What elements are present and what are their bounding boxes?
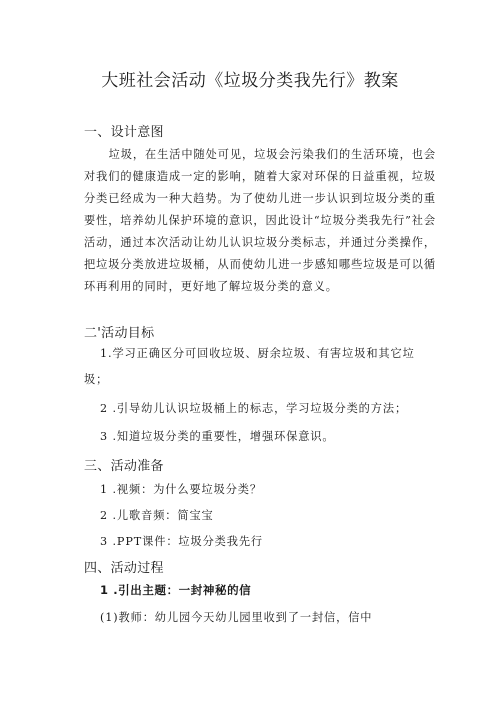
section-heading-preparation: 三、活动准备	[84, 459, 164, 474]
section-heading-process: 四、活动过程	[84, 561, 164, 576]
objective-item-1: 1.学习正确区分可回收垃圾、厨余垃圾、有害垃圾和其它垃圾；	[84, 347, 415, 386]
section-heading-objectives: 二'活动目标	[84, 326, 155, 341]
process-item-1: (1)教师：幼儿园今天幼儿园里收到了一封信，信中	[100, 611, 373, 624]
preparation-item-2: 2 .儿歌音频：简宝宝	[100, 509, 214, 522]
preparation-item-3: 3 .PPT课件：垃圾分类我先行	[100, 535, 264, 548]
page-title: 大班社会活动《垃圾分类我先行》教案	[101, 71, 399, 91]
objective-item-2: 2 .引导幼儿认识垃圾桶上的标志，学习垃圾分类的方法；	[100, 402, 408, 415]
preparation-item-1: 1 .视频：为什么要垃圾分类？	[100, 483, 262, 496]
process-subheading: 1 .引出主题：一封神秘的信	[100, 583, 252, 597]
design-intent-paragraph: 垃圾，在生活中随处可见，垃圾会污染我们的生活环境，也会对我们的健康造成一定的影响，随着大家对环保的日益重视，垃圾分类已经成为一种大趋势。为了使幼儿进一步认识到垃圾分类的重要性，培养幼儿保护环境的意识，因此设计“垃圾分类我先行”社会活动，通过本次活动让幼儿认识垃圾分类标志，并通过分类操作，把垃圾分类放进垃圾桶，从而使幼儿进一步感知哪些垃圾是可以循环再利用的同时，更好地了解垃圾分类的意义。	[84, 148, 436, 293]
objective-item-3: 3 .知道垃圾分类的重要性，增强环保意识。	[100, 430, 335, 443]
section-heading-design-intent: 一、设计意图	[84, 125, 164, 140]
